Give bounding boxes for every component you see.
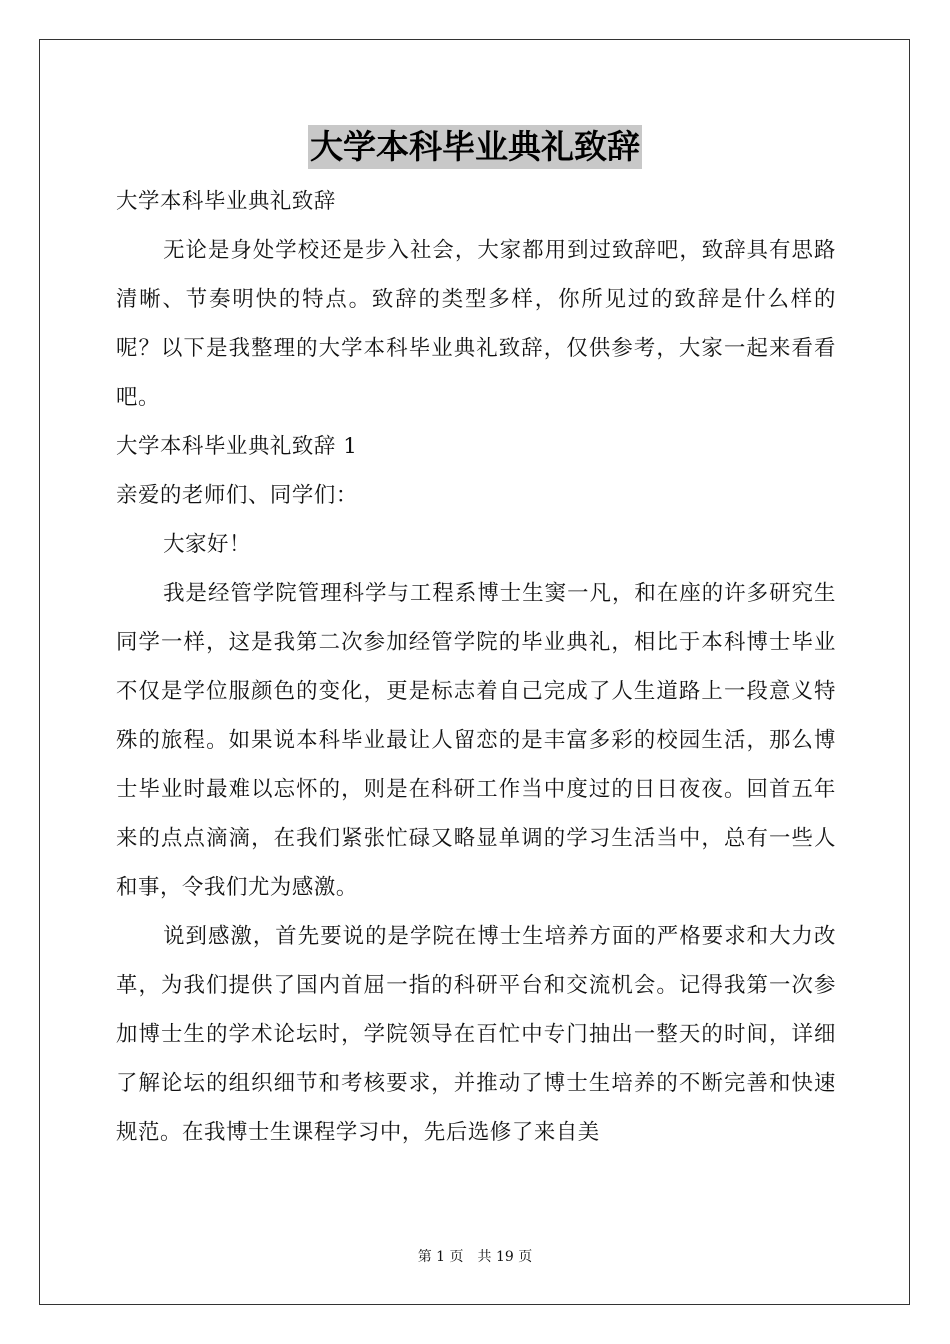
subtitle-paragraph: 大学本科毕业典礼致辞 xyxy=(116,189,336,214)
greeting: 大家好！ xyxy=(163,532,252,557)
page-total: 共 19 页 xyxy=(477,1249,533,1265)
section-heading: 大学本科毕业典礼致辞 1 xyxy=(116,434,358,459)
page-number: 第 1 页 xyxy=(417,1249,464,1265)
body-paragraph: 我是经管学院管理科学与工程系博士生窦一凡，和在座的许多研究生同学一样，这是我第二次参加经管学院的毕业典礼，相比于本科博士毕业不仅是学位服颜色的变化，更是标志着自己完成了人生道路上一段意义特殊的旅程。如果说本科毕业最让人留恋的是丰富多彩的校园生活，那么博士毕业时最难以忘怀的，则是在科研工作当中度过的日日夜夜。回首五年来的点点滴滴，在我们紧张忙碌又略显单调的学习生活当中，总有一些人和事，令我们尤为感激。 xyxy=(116,581,836,900)
document-body xyxy=(116,177,836,1157)
salutation: 亲爱的老师们、同学们： xyxy=(116,483,358,508)
body-paragraph: 说到感激，首先要说的是学院在博士生培养方面的严格要求和大力改革，为我们提供了国内首屈一指的科研平台和交流机会。记得我第一次参加博士生的学术论坛时，学院领导在百忙中专门抽出一整天的时间，详细了解论坛的组织细节和考核要求，并推动了博士生培养的不断完善和快速规范。在我博士生课程学习中，先后选修了来自美 xyxy=(116,924,836,1145)
document-title: 大学本科毕业典礼致辞 xyxy=(308,125,642,169)
title-container xyxy=(0,125,950,169)
intro-paragraph: 无论是身处学校还是步入社会，大家都用到过致辞吧，致辞具有思路清晰、节奏明快的特点。致辞的类型多样，你所见过的致辞是什么样的呢？以下是我整理的大学本科毕业典礼致辞，仅供参考，大家一起来看看吧。 xyxy=(116,238,836,410)
page-footer xyxy=(0,1248,950,1266)
